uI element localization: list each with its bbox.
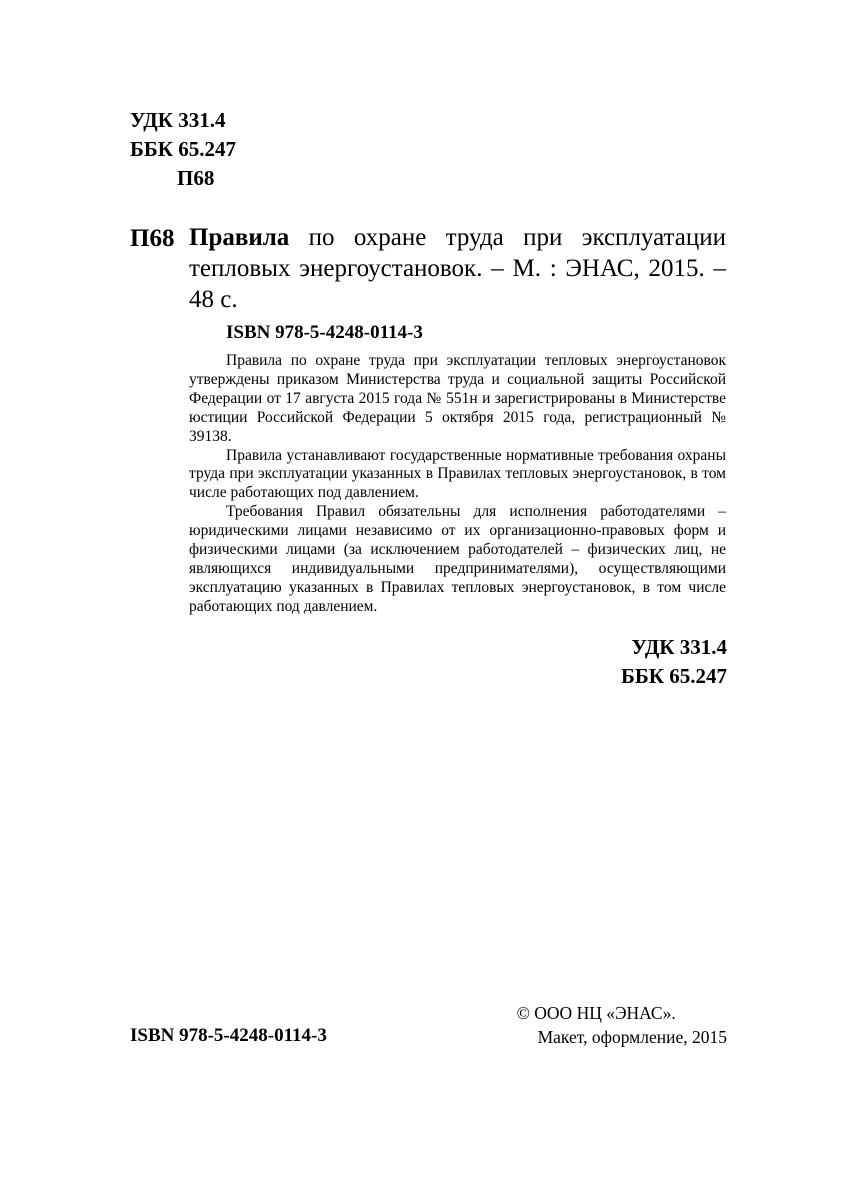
entry-title-rest: по охране труда при эксплуатации тепловых энергоустановок. – М. : ЭНАС, 2015. – 48 с. xyxy=(189,224,726,313)
isbn-line: ISBN 978-5-4248-0114-3 xyxy=(226,322,423,343)
header-classification-codes xyxy=(130,106,236,193)
entry-udk: УДК 331.4 xyxy=(631,635,727,659)
abstract xyxy=(189,352,726,617)
entry-title-bold: Правила xyxy=(189,224,290,251)
copyright-line-2: Макет, оформление, 2015 xyxy=(537,1027,727,1047)
abstract-paragraph: Требования Правил обязательны для исполнения работодателями – юридическими лицами независимо от их организационно-правовых форм и физическими лицами (за исключением работодателей – физических лиц, не являющихся индивидуальными предпринимателями), осуществляющими эксплуатацию указанных в Правилах тепловых энергоустановок, в том числе работающих под давлением. xyxy=(189,503,726,615)
header-author-mark: П68 xyxy=(177,166,215,190)
copyright-line-1: © ООО НЦ «ЭНАС». xyxy=(516,1003,676,1023)
footer-isbn: ISBN 978-5-4248-0114-3 xyxy=(130,1025,327,1046)
abstract-paragraph: Правила по охране труда при эксплуатации тепловых энергоустановок утверждены приказом Министерства труда и социальной защиты Российской Федерации от 17 августа 2015 года № 551н и зарегистрированы в Министерстве юстиции Российской Федерации 5 октября 2015 года, регистрационный № 39138. xyxy=(189,352,726,445)
header-bbk: ББК 65.247 xyxy=(130,137,236,161)
header-udk: УДК 331.4 xyxy=(130,108,226,132)
copyright-notice xyxy=(517,1001,727,1049)
entry-author-mark: П68 xyxy=(130,225,175,252)
entry-bbk: ББК 65.247 xyxy=(621,664,727,688)
entry-classification-codes xyxy=(621,633,727,691)
abstract-paragraph: Правила устанавливают государственные нормативные требования охраны труда при эксплуатации указанных в Правилах тепловых энергоустановок, в том числе работающих под давлением. xyxy=(189,446,726,502)
catalog-entry-description xyxy=(189,222,726,315)
